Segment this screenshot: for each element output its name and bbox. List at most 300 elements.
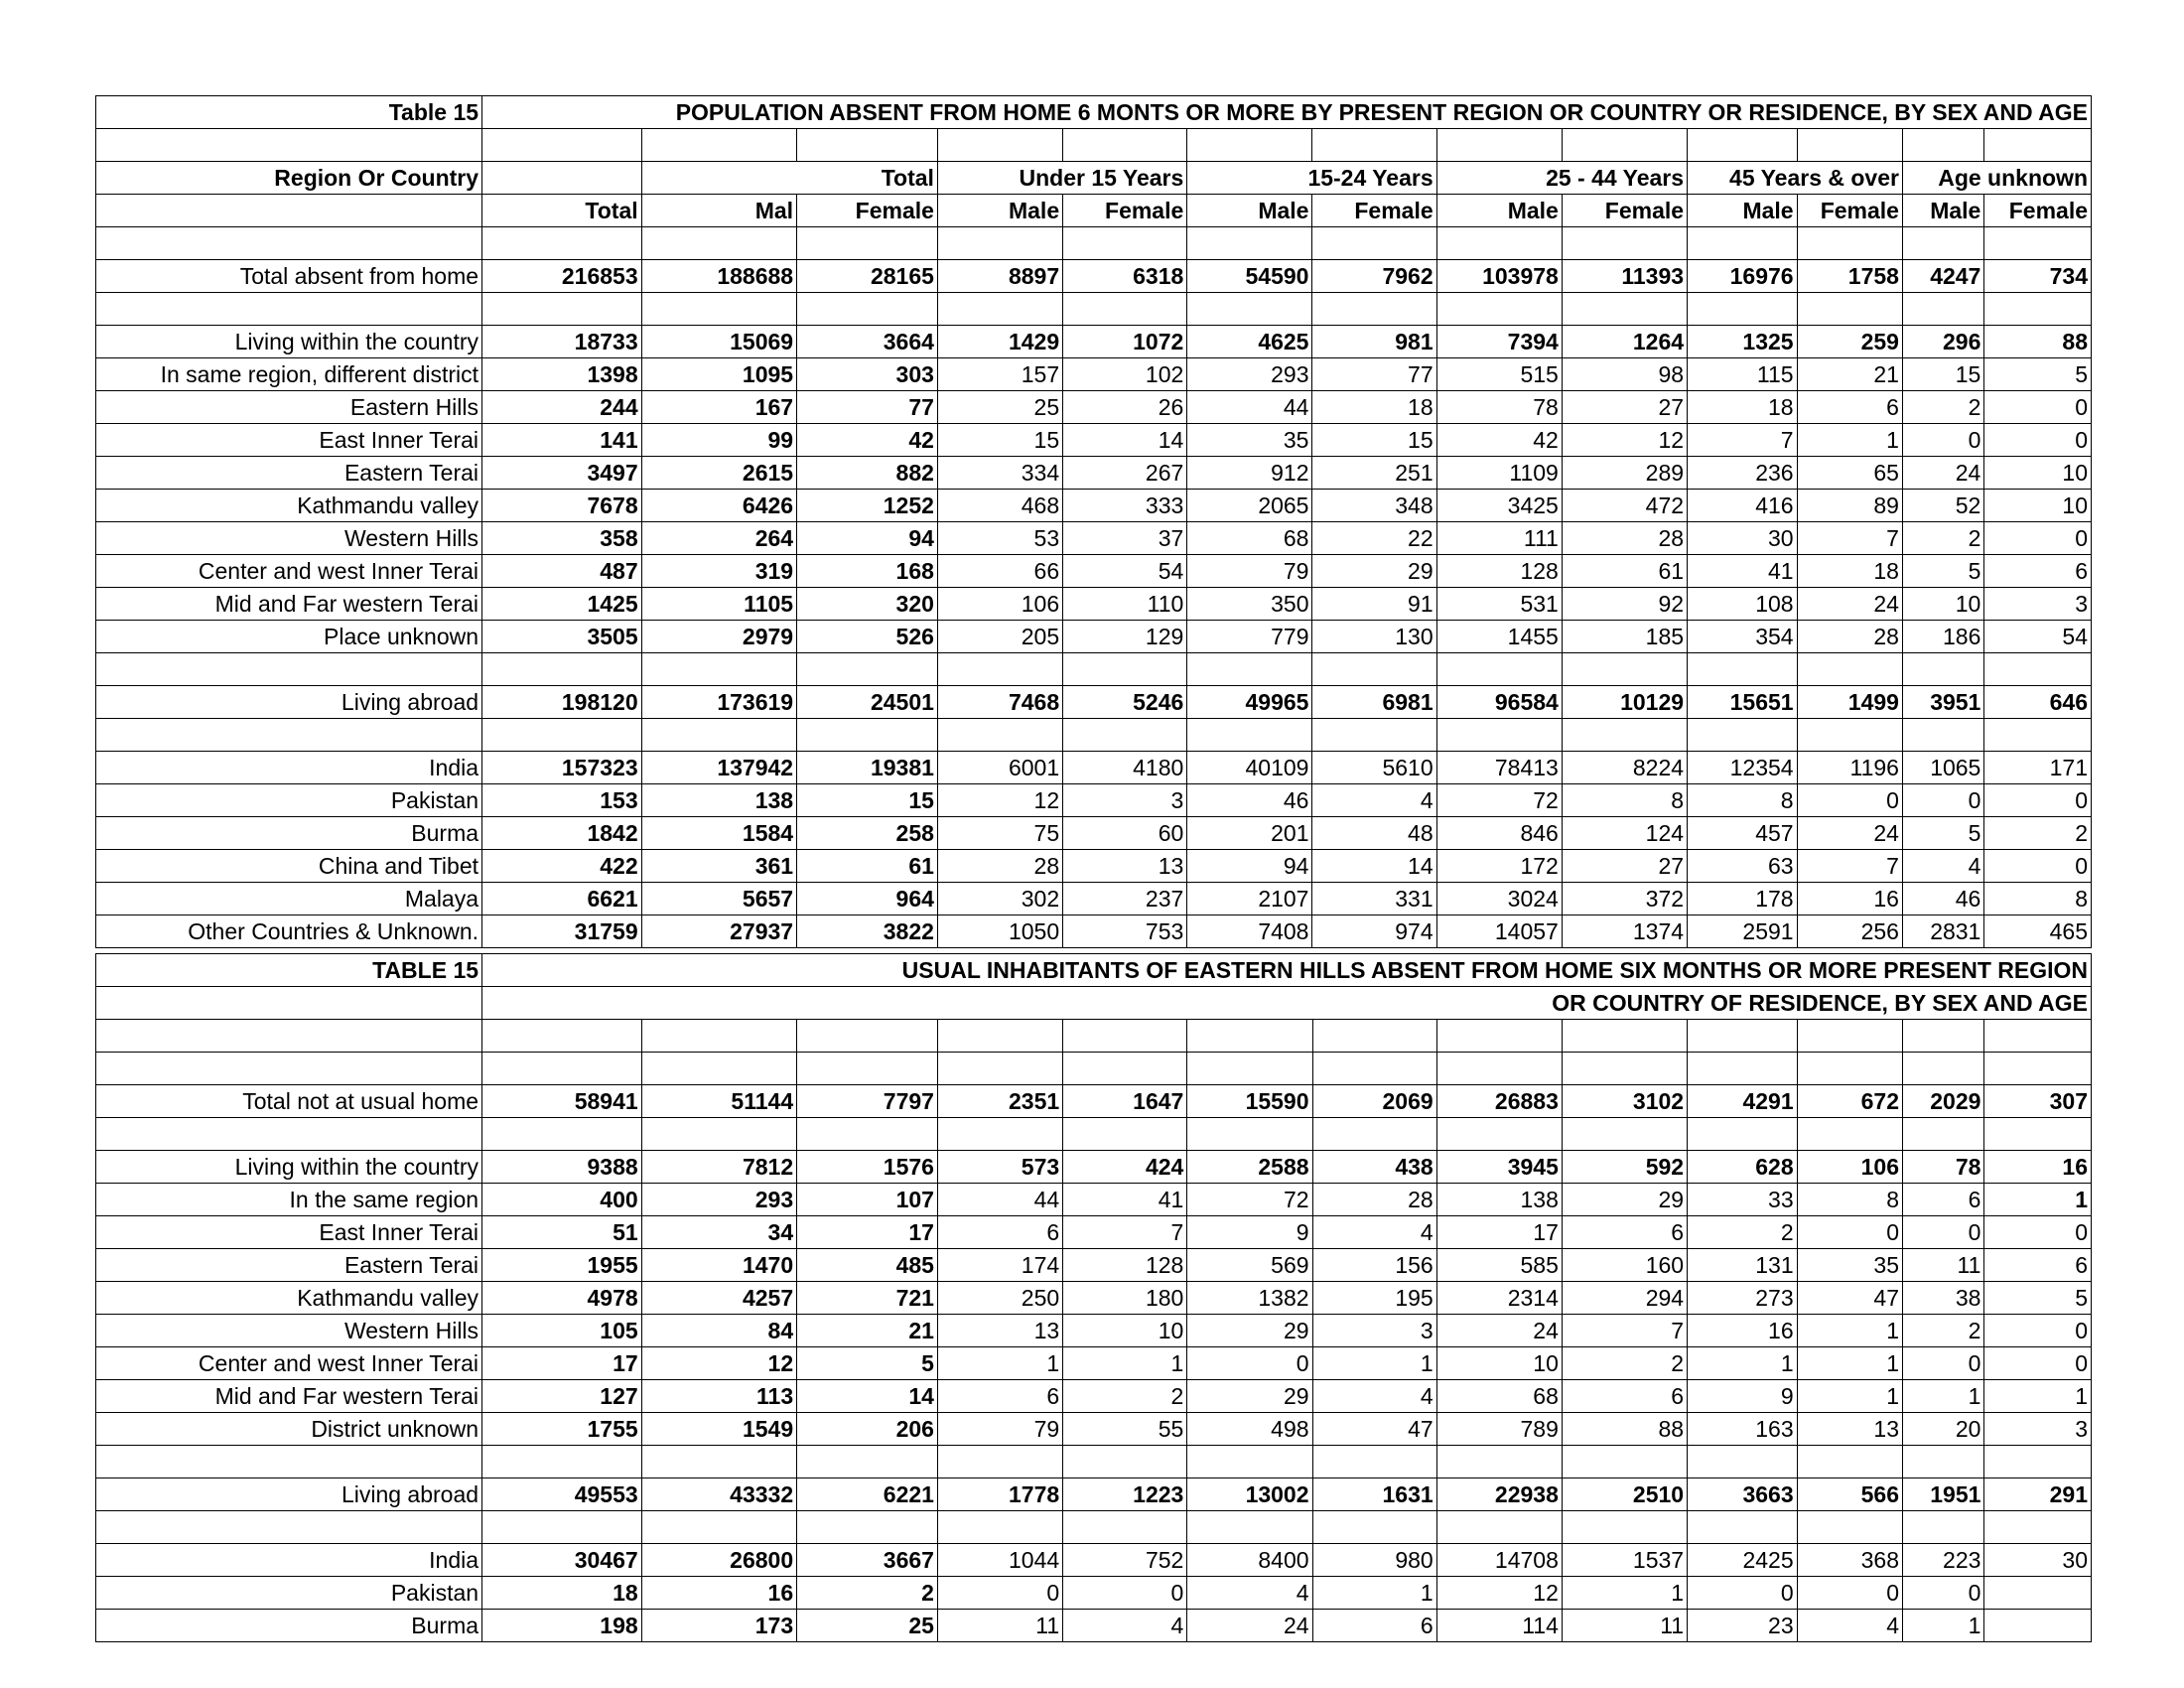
table-cell: 3951: [1902, 686, 1983, 719]
table-cell: 1842: [482, 817, 642, 850]
header-15-24: 15-24 Years: [1187, 162, 1436, 195]
table-cell: 1: [1562, 1577, 1687, 1610]
table-cell: 9: [1187, 1216, 1312, 1249]
table-cell: 4: [1063, 1610, 1187, 1642]
table-cell: 8: [1797, 1184, 1902, 1216]
table-cell: 296: [1902, 326, 1983, 358]
table-cell: 31759: [482, 915, 642, 948]
table-cell: 3: [1312, 1315, 1436, 1347]
table-cell: 7408: [1187, 915, 1312, 948]
table-cell: 131: [1688, 1249, 1798, 1282]
table-cell: 16976: [1688, 260, 1798, 293]
sub-header: Female: [1312, 195, 1436, 227]
table-cell: 237: [1063, 883, 1187, 915]
table-cell: 94: [797, 522, 938, 555]
header-under-15: Under 15 Years: [937, 162, 1186, 195]
table-cell: 1398: [482, 358, 642, 391]
table-cell: 0: [1797, 1577, 1902, 1610]
table-cell: 1425: [482, 588, 642, 621]
table-cell: 1: [937, 1347, 1062, 1380]
table-cell: 72: [1187, 1184, 1312, 1216]
table-cell: 130: [1312, 621, 1436, 653]
table-cell: 42: [797, 424, 938, 457]
table-cell: 1647: [1063, 1085, 1187, 1118]
sub-header: Male: [1688, 195, 1798, 227]
table-cell: 49965: [1187, 686, 1312, 719]
table-cell: 65: [1797, 457, 1902, 490]
table-cell: 7468: [937, 686, 1062, 719]
table-title: POPULATION ABSENT FROM HOME 6 MONTS OR MORE BY PRESENT REGION OR COUNTRY OR RESIDENCE, BY SEX AND AGE: [482, 96, 2092, 129]
header-25-44: 25 - 44 Years: [1436, 162, 1687, 195]
table-cell: 22938: [1436, 1478, 1562, 1511]
table-cell: 178: [1688, 883, 1798, 915]
table-cell: 1196: [1797, 752, 1902, 784]
table-cell: 84: [641, 1315, 796, 1347]
row-label: Living within the country: [96, 1151, 482, 1184]
table-number: Table 15: [96, 96, 482, 129]
table-row: [96, 424, 2092, 457]
table-cell: 400: [482, 1184, 642, 1216]
table-cell: 14057: [1436, 915, 1562, 948]
table-cell: 15590: [1187, 1085, 1312, 1118]
table-cell: [1984, 1610, 2092, 1642]
table-cell: 0: [937, 1577, 1062, 1610]
table-cell: 4257: [641, 1282, 796, 1315]
table-cell: 2: [1984, 817, 2092, 850]
table-cell: 5: [1984, 358, 2092, 391]
table-cell: 302: [937, 883, 1062, 915]
table-cell: 58941: [482, 1085, 642, 1118]
table-cell: 127: [482, 1380, 642, 1413]
row-label: In same region, different district: [96, 358, 482, 391]
table-cell: 569: [1187, 1249, 1312, 1282]
table-cell: 29: [1312, 555, 1436, 588]
table-cell: 29: [1187, 1380, 1312, 1413]
row-label: Center and west Inner Terai: [96, 1347, 482, 1380]
table-cell: 320: [797, 588, 938, 621]
table-cell: 4291: [1688, 1085, 1798, 1118]
row-label: Mid and Far western Terai: [96, 1380, 482, 1413]
table-cell: 4: [1797, 1610, 1902, 1642]
table-cell: 37: [1063, 522, 1187, 555]
table-cell: 46: [1187, 784, 1312, 817]
table-cell: 882: [797, 457, 938, 490]
table-cell: 16: [1984, 1151, 2092, 1184]
table-cell: 438: [1312, 1151, 1436, 1184]
table-cell: 1631: [1312, 1478, 1436, 1511]
table-cell: 54: [1984, 621, 2092, 653]
table-cell: 18: [482, 1577, 642, 1610]
title-row: [96, 96, 2092, 129]
table-cell: 2591: [1688, 915, 1798, 948]
table-cell: 515: [1436, 358, 1562, 391]
row-label: Malaya: [96, 883, 482, 915]
table-cell: 30: [1984, 1544, 2092, 1577]
table-cell: 3945: [1436, 1151, 1562, 1184]
table-cell: 2: [1902, 522, 1983, 555]
sub-header: Male: [1902, 195, 1983, 227]
table-cell: 0: [1063, 1577, 1187, 1610]
table-cell: 16: [1688, 1315, 1798, 1347]
table-cell: 99: [641, 424, 796, 457]
table-row: [96, 1184, 2092, 1216]
table-cell: 167: [641, 391, 796, 424]
table-row: [96, 1610, 2092, 1642]
table-cell: 7: [1797, 850, 1902, 883]
table-cell: 487: [482, 555, 642, 588]
table-cell: 9388: [482, 1151, 642, 1184]
table-cell: 293: [641, 1184, 796, 1216]
table-cell: 98: [1562, 358, 1687, 391]
header-total-group: Total: [641, 162, 937, 195]
table-cell: 46: [1902, 883, 1983, 915]
table-cell: 1325: [1688, 326, 1798, 358]
table-cell: 5: [1902, 817, 1983, 850]
table-cell: 156: [1312, 1249, 1436, 1282]
table-15-population-absent: [95, 95, 2092, 948]
table-cell: 1382: [1187, 1282, 1312, 1315]
table-cell: 13002: [1187, 1478, 1312, 1511]
table-cell: 54590: [1187, 260, 1312, 293]
table-row: [96, 621, 2092, 653]
table-cell: 348: [1312, 490, 1436, 522]
table-row: [96, 1413, 2092, 1446]
row-label: Burma: [96, 1610, 482, 1642]
table-cell: 23: [1688, 1610, 1798, 1642]
table-cell: 138: [641, 784, 796, 817]
table-cell: 3664: [797, 326, 938, 358]
table-cell: 14: [1063, 424, 1187, 457]
table-cell: 4: [1187, 1577, 1312, 1610]
table-cell: 198: [482, 1610, 642, 1642]
table-cell: 307: [1984, 1085, 2092, 1118]
table-cell: 49553: [482, 1478, 642, 1511]
table-cell: 846: [1436, 817, 1562, 850]
table-cell: 753: [1063, 915, 1187, 948]
sub-header: Male: [937, 195, 1062, 227]
table-cell: 5: [1984, 1282, 2092, 1315]
table-cell: 4247: [1902, 260, 1983, 293]
table-cell: 18: [1312, 391, 1436, 424]
table-cell: 21: [1797, 358, 1902, 391]
table-row: [96, 1347, 2092, 1380]
table-cell: 17: [797, 1216, 938, 1249]
table-cell: 17: [482, 1347, 642, 1380]
table-cell: 6426: [641, 490, 796, 522]
sub-header: Male: [1436, 195, 1562, 227]
table-cell: 157: [937, 358, 1062, 391]
table-cell: 47: [1312, 1413, 1436, 1446]
table-cell: 236: [1688, 457, 1798, 490]
table-cell: 9: [1688, 1380, 1798, 1413]
table-cell: 422: [482, 850, 642, 883]
table-cell: 60: [1063, 817, 1187, 850]
table-cell: 7394: [1436, 326, 1562, 358]
table-cell: 1: [1312, 1577, 1436, 1610]
table-row: [96, 1151, 2092, 1184]
table-cell: 29: [1187, 1315, 1312, 1347]
blank-row: [96, 129, 2092, 162]
table-cell: 264: [641, 522, 796, 555]
table-cell: 2: [797, 1577, 938, 1610]
table-cell: 8400: [1187, 1544, 1312, 1577]
table-cell: 1778: [937, 1478, 1062, 1511]
table-cell: 33: [1688, 1184, 1798, 1216]
row-label: Total absent from home: [96, 260, 482, 293]
table-cell: 293: [1187, 358, 1312, 391]
table-cell: 54: [1063, 555, 1187, 588]
table-cell: 26800: [641, 1544, 796, 1577]
table-row: [96, 915, 2092, 948]
table-cell: 11393: [1562, 260, 1687, 293]
table-cell: 721: [797, 1282, 938, 1315]
table-cell: 646: [1984, 686, 2092, 719]
table-cell: 531: [1436, 588, 1562, 621]
table-cell: 41: [1063, 1184, 1187, 1216]
table-row: [96, 260, 2092, 293]
table-cell: 1109: [1436, 457, 1562, 490]
table-cell: 15: [1312, 424, 1436, 457]
table-cell: 88: [1984, 326, 2092, 358]
table-row: [96, 752, 2092, 784]
table-title-line-2: OR COUNTRY OF RESIDENCE, BY SEX AND AGE: [482, 987, 2092, 1020]
table-cell: 1: [1063, 1347, 1187, 1380]
table-cell: 1429: [937, 326, 1062, 358]
table-cell: 5657: [641, 883, 796, 915]
table-cell: 974: [1312, 915, 1436, 948]
table-row: [96, 784, 2092, 817]
table-cell: 6: [937, 1216, 1062, 1249]
table-cell: 6: [1562, 1380, 1687, 1413]
table-cell: 111: [1436, 522, 1562, 555]
table-cell: 2314: [1436, 1282, 1562, 1315]
sub-header: Female: [1562, 195, 1687, 227]
table-cell: 5610: [1312, 752, 1436, 784]
sub-header: Male: [1187, 195, 1312, 227]
table-row: [96, 1216, 2092, 1249]
header-region-or-country: Region Or Country: [96, 162, 482, 195]
row-label: India: [96, 1544, 482, 1577]
table-cell: 205: [937, 621, 1062, 653]
table-cell: 0: [1187, 1347, 1312, 1380]
table-cell: 48: [1312, 817, 1436, 850]
table-cell: 108: [1688, 588, 1798, 621]
table-cell: 174: [937, 1249, 1062, 1282]
table-cell: 1549: [641, 1413, 796, 1446]
table-cell: 485: [797, 1249, 938, 1282]
table-cell: 63: [1688, 850, 1798, 883]
table-cell: 24: [1797, 588, 1902, 621]
row-label: Burma: [96, 817, 482, 850]
table-cell: 1223: [1063, 1478, 1187, 1511]
table-cell: 3667: [797, 1544, 938, 1577]
table-cell: 2107: [1187, 883, 1312, 915]
table-cell: 17: [1436, 1216, 1562, 1249]
table-cell: 128: [1436, 555, 1562, 588]
table-cell: 1576: [797, 1151, 938, 1184]
table-cell: 43332: [641, 1478, 796, 1511]
table-cell: 38: [1903, 1282, 1984, 1315]
table-cell: 10: [1063, 1315, 1187, 1347]
table-cell: 416: [1688, 490, 1798, 522]
table-cell: 358: [482, 522, 642, 555]
table-cell: 94: [1187, 850, 1312, 883]
table-cell: 7: [1063, 1216, 1187, 1249]
table-cell: 1758: [1797, 260, 1902, 293]
table-cell: 171: [1984, 752, 2092, 784]
table-cell: 294: [1562, 1282, 1687, 1315]
table-cell: 0: [1984, 1315, 2092, 1347]
table-cell: 24: [1797, 817, 1902, 850]
table-cell: 3: [1984, 1413, 2092, 1446]
blank-row: [96, 1118, 2092, 1151]
row-label: East Inner Terai: [96, 424, 482, 457]
table-cell: 12: [1562, 424, 1687, 457]
table-cell: 1499: [1797, 686, 1902, 719]
table-cell: 157323: [482, 752, 642, 784]
row-label: Living abroad: [96, 1478, 482, 1511]
table-cell: 2: [1688, 1216, 1798, 1249]
table-cell: 3663: [1688, 1478, 1798, 1511]
table-cell: 7962: [1312, 260, 1436, 293]
table-cell: 2831: [1902, 915, 1983, 948]
table-cell: 10: [1902, 588, 1983, 621]
blank-row: [96, 719, 2092, 752]
table-cell: 107: [797, 1184, 938, 1216]
blank-row: [96, 1053, 2092, 1085]
table-row: [96, 1478, 2092, 1511]
table-cell: 10129: [1562, 686, 1687, 719]
table-cell: 585: [1436, 1249, 1562, 1282]
table-cell: 6621: [482, 883, 642, 915]
table-cell: 92: [1562, 588, 1687, 621]
table-cell: 1: [1797, 424, 1902, 457]
table-cell: 0: [1984, 784, 2092, 817]
table-cell: 153: [482, 784, 642, 817]
table-cell: 372: [1562, 883, 1687, 915]
table-cell: 672: [1797, 1085, 1902, 1118]
table-cell: 1: [1688, 1347, 1798, 1380]
table-cell: 52: [1902, 490, 1983, 522]
table-cell: 333: [1063, 490, 1187, 522]
table-row: [96, 391, 2092, 424]
row-label: Eastern Terai: [96, 457, 482, 490]
table-cell: 6: [1562, 1216, 1687, 1249]
table-cell: 1755: [482, 1413, 642, 1446]
table-cell: 53: [937, 522, 1062, 555]
table-cell: 28: [937, 850, 1062, 883]
table-cell: 2351: [937, 1085, 1062, 1118]
table-cell: 2: [1063, 1380, 1187, 1413]
table-cell: 6: [1984, 555, 2092, 588]
table-cell: 28: [1562, 522, 1687, 555]
table-cell: 10: [1984, 490, 2092, 522]
table-cell: 1: [1312, 1347, 1436, 1380]
table-row: [96, 1544, 2092, 1577]
table-cell: 1: [1797, 1347, 1902, 1380]
table-cell: 4978: [482, 1282, 642, 1315]
table-cell: 96584: [1436, 686, 1562, 719]
table-cell: 61: [797, 850, 938, 883]
table-cell: 1470: [641, 1249, 796, 1282]
table-cell: 273: [1688, 1282, 1798, 1315]
table-cell: 13: [1063, 850, 1187, 883]
table-cell: 61: [1562, 555, 1687, 588]
table-cell: 1252: [797, 490, 938, 522]
table-cell: 115: [1688, 358, 1798, 391]
table-cell: 180: [1063, 1282, 1187, 1315]
table-cell: 188688: [641, 260, 796, 293]
row-label: Eastern Hills: [96, 391, 482, 424]
table-cell: 26883: [1436, 1085, 1562, 1118]
table-cell: 256: [1797, 915, 1902, 948]
table-cell: 6221: [797, 1478, 938, 1511]
row-label: Living abroad: [96, 686, 482, 719]
table-cell: 258: [797, 817, 938, 850]
table-cell: 18: [1797, 555, 1902, 588]
table-cell: 44: [937, 1184, 1062, 1216]
table-cell: 160: [1562, 1249, 1687, 1282]
table-cell: 11: [937, 1610, 1062, 1642]
row-label: Western Hills: [96, 522, 482, 555]
table-cell: 29: [1562, 1184, 1687, 1216]
table-cell: 424: [1063, 1151, 1187, 1184]
table-cell: 21: [797, 1315, 938, 1347]
table-cell: 267: [1063, 457, 1187, 490]
table-cell: 0: [1797, 784, 1902, 817]
table-cell: 25: [937, 391, 1062, 424]
table-cell: 5: [1902, 555, 1983, 588]
row-label: Pakistan: [96, 1577, 482, 1610]
table-cell: 7: [1688, 424, 1798, 457]
table-cell: 1: [1984, 1184, 2092, 1216]
table-cell: 0: [1984, 1216, 2092, 1249]
table-cell: 8: [1562, 784, 1687, 817]
table-cell: 185: [1562, 621, 1687, 653]
table-cell: 0: [1688, 1577, 1798, 1610]
table-cell: 319: [641, 555, 796, 588]
table-cell: 1105: [641, 588, 796, 621]
table-cell: 4625: [1187, 326, 1312, 358]
table-row: [96, 1085, 2092, 1118]
table-cell: 114: [1436, 1610, 1562, 1642]
table-cell: 15651: [1688, 686, 1798, 719]
table-cell: 88: [1562, 1413, 1687, 1446]
table-cell: 1: [1984, 1380, 2092, 1413]
table-cell: 35: [1797, 1249, 1902, 1282]
table-row: [96, 1577, 2092, 1610]
table-cell: 6: [1984, 1249, 2092, 1282]
table-cell: 6981: [1312, 686, 1436, 719]
table-cell: 89: [1797, 490, 1902, 522]
table-cell: 592: [1562, 1151, 1687, 1184]
table-cell: 1: [1797, 1315, 1902, 1347]
row-label: Kathmandu valley: [96, 490, 482, 522]
table-cell: 1537: [1562, 1544, 1687, 1577]
table-cell: 41: [1688, 555, 1798, 588]
table-cell: 3505: [482, 621, 642, 653]
table-cell: 15: [797, 784, 938, 817]
title-row-2: [96, 987, 2092, 1020]
sub-header: Female: [1984, 195, 2092, 227]
table-row: [96, 1282, 2092, 1315]
table-row: [96, 1249, 2092, 1282]
table-cell: 779: [1187, 621, 1312, 653]
table-cell: 35: [1187, 424, 1312, 457]
table-cell: 361: [641, 850, 796, 883]
row-label: India: [96, 752, 482, 784]
table-row: [96, 1380, 2092, 1413]
